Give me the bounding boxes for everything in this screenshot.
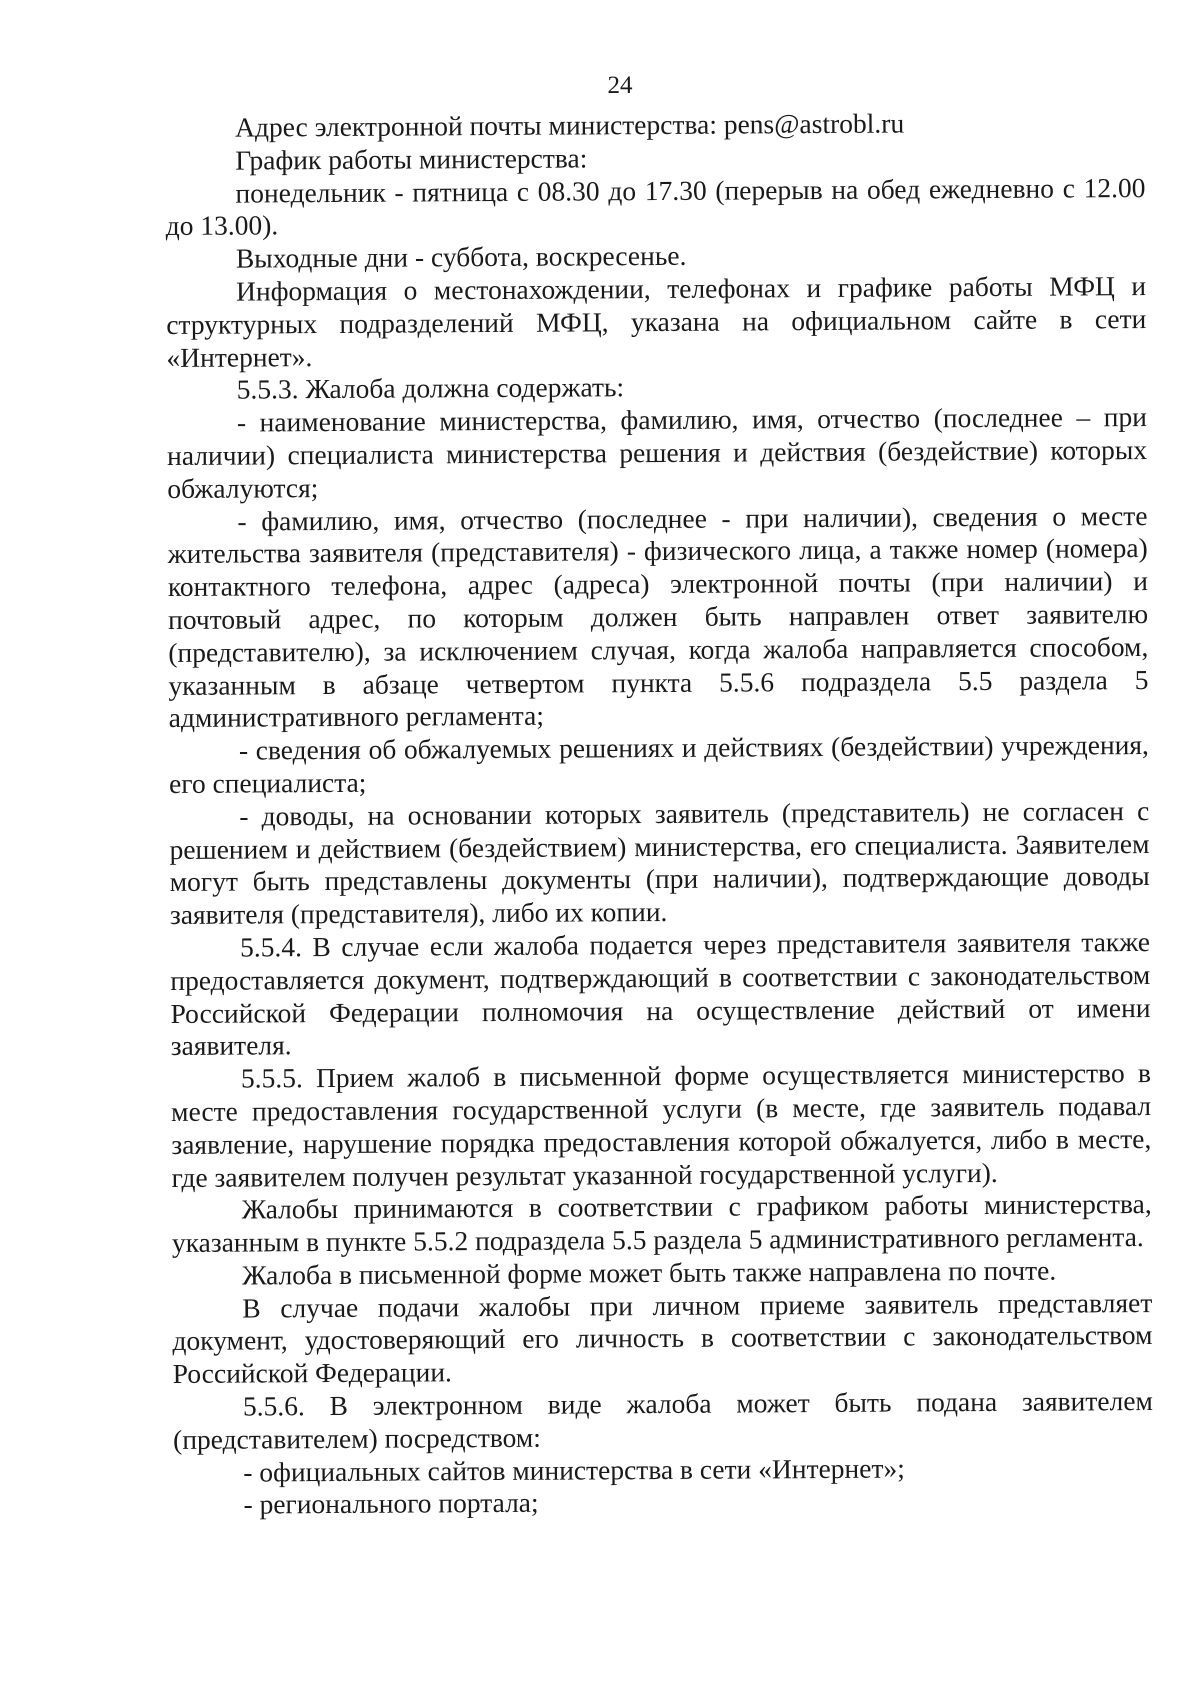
paragraph-days-off: Выходные дни - суббота, воскресенье.: [235, 240, 687, 274]
paragraph-schedule-hours: понедельник - пятница с 08.30 до 17.30 (перерыв на обед ежедневно с 12.00 до 13.00).: [165, 171, 1146, 242]
paragraph-list-item: - наименование министерства, фамилию, имя, отчество (последнее – при наличии) специалиста министерства решения и действия (бездействие) которых обжалуются;: [167, 401, 1148, 504]
page-number: 24: [607, 72, 633, 99]
paragraph-mfc-info: Информация о местонахождении, телефонах и графике работы МФЦ и структурных подразделений МФЦ, указана на официальном сайте в сети «Интернет».: [166, 269, 1147, 373]
paragraph-clause-5-5-5: 5.5.5. Прием жалоб в письменной форме осуществляется министерство в месте предоставления государственной услуги (в месте, где заявитель подавал заявление, нарушение порядка предоставления которой обжалуется, либо в месте, где заявителем получен результат указанной государственной услуги).: [171, 1057, 1152, 1193]
paragraph-mail-complaint: Жалоба в письменной форме может быть также направлена по почте.: [242, 1254, 1057, 1291]
paragraph-list-item: - официальных сайтов министерства в сети «Интернет»;: [243, 1452, 905, 1488]
paragraph-complaints-schedule: Жалобы принимаются в соответствии с графиком работы министерства, указанным в пункте 5.5.2 подраздела 5.5 раздела 5 административного регламента.: [171, 1188, 1152, 1259]
paragraph-clause-5-5-3: 5.5.3. Жалоба должна содержать:: [236, 371, 625, 405]
document-body: [165, 106, 1154, 1522]
paragraph-list-item: - фамилию, имя, отчество (последнее - при наличии), сведения о месте жительства заявителя (представителя) - физического лица, а также номер (номера) контактного телефона, адрес (адреса) электронной почты (при наличии) и почтовый адрес, по которым должен быть направлен ответ заявителю (представителю), за исключением случая, когда жалоба направляется способом, указанным в абзаце четвертом пункта 5.5.6 подраздела 5.5 раздела 5 административного регламента;: [167, 499, 1149, 734]
paragraph-list-item: - сведения об обжалуемых решениях и действиях (бездействии) учреждения, его специалиста;: [169, 729, 1149, 799]
paragraph-list-item: - доводы, на основании которых заявитель (представитель) не согласен с решением и действием (бездействием) министерства, его специалиста. Заявителем могут быть представлены документы (при наличии), подтверждающие доводы заявителя (представителя), либо их копии.: [169, 794, 1150, 931]
paragraph-schedule-heading: График работы министерства:: [235, 142, 588, 176]
paragraph-personal-reception: В случае подачи жалобы при личном приеме заявитель представляет документ, удостоверяющий его личность в соответствии с законодательством Российской Федерации.: [172, 1286, 1153, 1390]
paragraph-clause-5-5-6: 5.5.6. В электронном виде жалоба может быть подана заявителем (представителем) посредством:: [173, 1385, 1153, 1455]
paragraph-ministry-email: Адрес электронной почты министерства: pens@astrobl.ru: [234, 107, 905, 143]
paragraph-list-item: - регионального портала;: [243, 1487, 539, 1521]
paragraph-clause-5-5-4: 5.5.4. В случае если жалоба подается через представителя заявителя также предоставляется документ, подтверждающий в соответствии с законодательством Российской Федерации полномочия на осуществление действий от имени заявителя.: [170, 925, 1151, 1062]
